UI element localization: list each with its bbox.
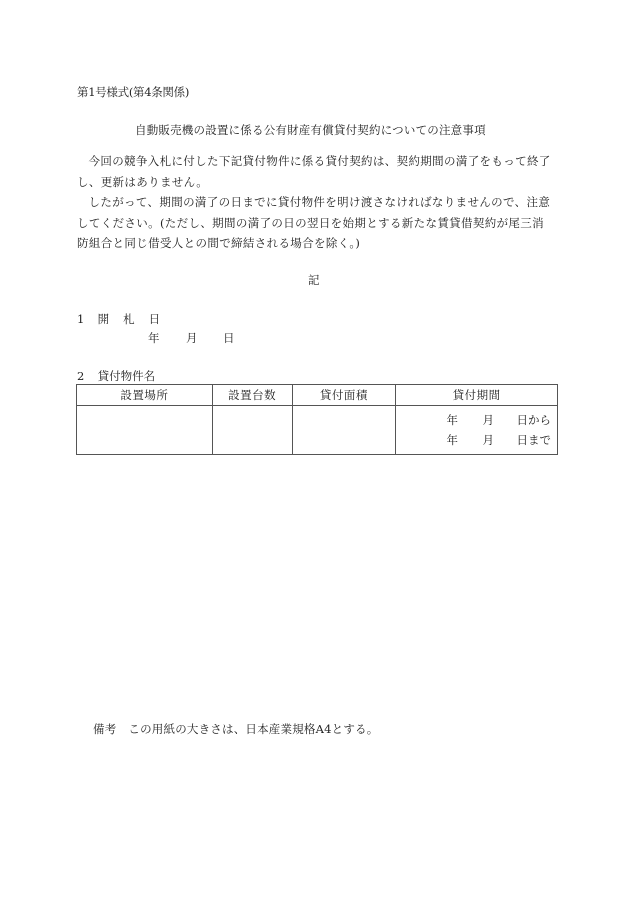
cell-location — [77, 406, 213, 455]
paragraph-1-line-2: し、更新はありません。 — [77, 174, 209, 189]
item-1-label-char: 日 — [148, 312, 161, 326]
period-from — [396, 410, 551, 430]
table-header-row — [77, 385, 558, 406]
item-1-number: 1 — [77, 312, 85, 326]
period-to-month: 月 — [482, 433, 494, 447]
period-from-month: 月 — [482, 413, 494, 427]
header-units: 設置台数 — [212, 385, 292, 406]
table-row — [77, 406, 558, 455]
notice-paragraph-1 — [77, 151, 557, 192]
remark-text: この用紙の大きさは、日本産業規格A4とする。 — [128, 722, 379, 736]
paragraph-1-line-1: 今回の競争入札に付した下記貸付物件に係る貸付契約は、契約期間の満了をもって終了 — [88, 154, 551, 168]
header-period: 貸付期間 — [396, 385, 558, 406]
date-month-label: 月 — [186, 331, 198, 345]
paragraph-2-line-3: 防組合と同じ借受人との間で締結される場合を除く。) — [77, 236, 361, 250]
item-1-opening-date — [77, 311, 174, 327]
item-2-label: 貸付物件名 — [97, 369, 156, 383]
lease-property-table — [76, 384, 558, 455]
item-1-label-char: 札 — [123, 312, 135, 326]
period-to-day: 日まで — [516, 433, 551, 447]
cell-area — [292, 406, 396, 455]
item-2-property — [77, 368, 155, 384]
remark-note — [93, 721, 378, 737]
item-2-number: 2 — [77, 369, 85, 383]
ki-heading: 記 — [308, 273, 320, 287]
item-1-label-char: 開 — [97, 312, 110, 326]
date-year-label: 年 — [148, 331, 160, 345]
remark-tag: 備考 — [93, 722, 117, 736]
cell-period — [396, 406, 558, 455]
date-day-label: 日 — [223, 331, 235, 345]
notice-paragraph-2 — [77, 192, 557, 254]
form-label: 第1号様式(第4条関係) — [77, 85, 190, 99]
opening-date-field — [148, 330, 235, 346]
period-from-day: 日から — [516, 413, 551, 427]
item-1-label — [98, 312, 175, 326]
cell-units — [212, 406, 292, 455]
period-to — [396, 430, 551, 450]
document-title: 自動販売機の設置に係る公有財産有償貸付契約についての注意事項 — [135, 123, 486, 137]
period-from-year: 年 — [446, 413, 458, 427]
header-location: 設置場所 — [77, 385, 213, 406]
period-to-year: 年 — [446, 433, 458, 447]
paragraph-2-line-2: してください。(ただし、期間の満了の日の翌日を始期とする新たな賃貸借契約が尾三消 — [77, 215, 544, 230]
paragraph-2-line-1: したがって、期間の満了の日までに貸付物件を明け渡さなければなりませんので、注意 — [88, 195, 551, 209]
header-area: 貸付面積 — [292, 385, 396, 406]
